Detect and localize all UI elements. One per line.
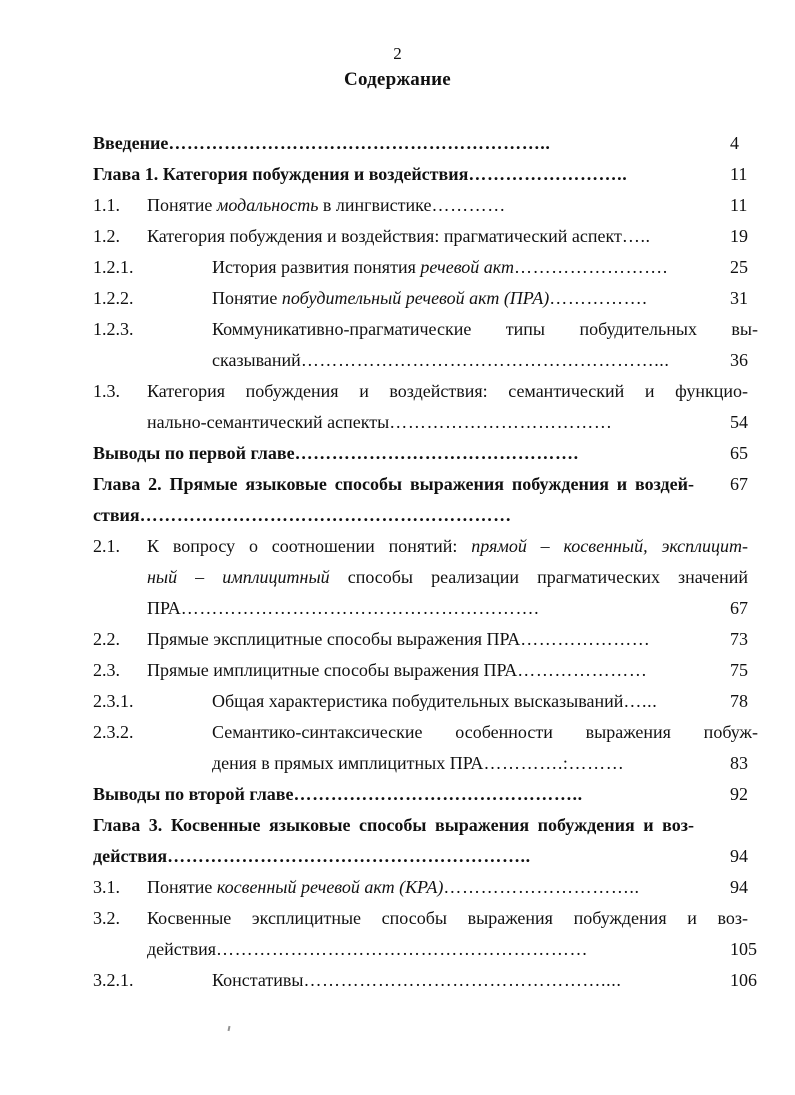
toc-entry-text bbox=[147, 655, 748, 686]
toc-entry-text bbox=[93, 779, 748, 810]
toc-dot-leader: ……………………………… bbox=[389, 412, 613, 432]
toc-page-number: 36 bbox=[730, 350, 748, 370]
toc-dot-leader: …………………………………………………… bbox=[139, 505, 512, 525]
toc-entry[interactable] bbox=[93, 283, 748, 314]
toc-entry[interactable] bbox=[93, 221, 748, 252]
toc-entry-text bbox=[147, 221, 748, 252]
toc-entry-line bbox=[93, 624, 748, 655]
toc-entry-line bbox=[93, 500, 748, 531]
toc-page-number: 92 bbox=[730, 784, 748, 804]
toc-text-plain: К вопросу о соотношении понятий: bbox=[147, 536, 472, 556]
toc-text-plain: ствия bbox=[93, 505, 140, 525]
toc-entry-line bbox=[93, 748, 748, 779]
toc-page-number: 25 bbox=[730, 257, 748, 277]
toc-entry-text bbox=[147, 407, 748, 438]
toc-page-number: 67 bbox=[730, 474, 748, 494]
toc-dot-leader: ………… bbox=[431, 195, 506, 215]
toc-text-plain: дения в прямых имплицитных ПРА bbox=[212, 753, 484, 773]
toc-entry-line bbox=[93, 965, 757, 996]
toc-entry-text bbox=[93, 159, 748, 190]
toc-entry-line bbox=[93, 779, 748, 810]
toc-entry-text bbox=[147, 903, 748, 934]
toc-entry-line bbox=[93, 531, 748, 562]
toc-entry[interactable] bbox=[93, 872, 748, 903]
toc-dot-leader: ….. bbox=[621, 226, 651, 246]
toc-text-plain: сказываний bbox=[212, 350, 301, 370]
toc-entry-text bbox=[147, 562, 748, 593]
toc-entry-text bbox=[147, 593, 748, 624]
toc-entry-number: 2.3.1. bbox=[93, 691, 134, 711]
toc-entry[interactable] bbox=[93, 717, 758, 779]
toc-page-number: 73 bbox=[730, 629, 748, 649]
toc-entry-text bbox=[212, 314, 758, 345]
toc-page-number: 54 bbox=[730, 412, 748, 432]
toc-dot-leader: ………………………………………. bbox=[294, 443, 579, 463]
toc-page-number: 94 bbox=[730, 846, 748, 866]
toc-page-number: 19 bbox=[730, 226, 748, 246]
toc-entry-line bbox=[93, 345, 748, 376]
toc-text-plain: действия bbox=[93, 846, 168, 866]
toc-text-plain: Констативы bbox=[212, 970, 304, 990]
toc-text-plain: Прямые имплицитные способы выражения ПРА bbox=[147, 660, 518, 680]
toc-entry-text bbox=[93, 469, 694, 500]
toc-entry[interactable] bbox=[93, 903, 757, 965]
toc-entry-text bbox=[93, 128, 748, 159]
toc-dot-leader: ……………. bbox=[549, 288, 648, 308]
toc-page-number: 11 bbox=[730, 195, 748, 215]
toc-text-plain: Семантико-синтаксические особенности выражения побуж- bbox=[212, 722, 758, 742]
toc-text-plain: Категория побуждения и воздействия: прагматический аспект bbox=[147, 226, 622, 246]
toc-entry[interactable] bbox=[93, 655, 748, 686]
toc-entry-line bbox=[93, 283, 748, 314]
toc-entry[interactable] bbox=[93, 190, 748, 221]
toc-entry-number: 1.2.3. bbox=[93, 319, 134, 339]
toc-entry-text bbox=[212, 748, 758, 779]
toc-entry[interactable] bbox=[93, 314, 758, 376]
toc-text-plain: Выводы по первой главе bbox=[93, 443, 295, 463]
toc-text-term-italic: прямой – косвенный, эксплицит- bbox=[471, 536, 748, 556]
toc-dot-leader: ………………… bbox=[520, 629, 651, 649]
toc-text-plain: Прямые эксплицитные способы выражения ПРА bbox=[147, 629, 521, 649]
toc-dot-leader: ………………………………………………….. bbox=[167, 846, 531, 866]
toc-page-number: 67 bbox=[730, 598, 748, 618]
toc-text-plain: Понятие bbox=[212, 288, 282, 308]
toc-text-plain: нально-семантический аспекты bbox=[147, 412, 390, 432]
toc-text-plain: способы реализации прагматических значений bbox=[329, 567, 748, 587]
toc-dot-leader: …... bbox=[623, 691, 658, 711]
toc-dot-leader: ……………………………………….. bbox=[293, 784, 583, 804]
page-folio-number: 2 bbox=[393, 44, 402, 63]
toc-entry-line bbox=[93, 159, 748, 190]
toc-entry[interactable] bbox=[93, 531, 748, 624]
toc-entry-text bbox=[147, 190, 748, 221]
toc-entry[interactable] bbox=[93, 779, 748, 810]
toc-text-plain: Введение bbox=[93, 133, 169, 153]
toc-entry-text bbox=[212, 345, 758, 376]
toc-entry-line bbox=[93, 469, 748, 500]
toc-page-number: 105 bbox=[730, 939, 757, 959]
toc-entry[interactable] bbox=[93, 965, 757, 996]
toc-text-plain: действия bbox=[147, 939, 217, 959]
toc-dot-leader: …………………………………………………….. bbox=[168, 133, 551, 153]
toc-text-plain: Коммуникативно-прагматические типы побудительных вы- bbox=[212, 319, 758, 339]
toc-entry-number: 2.3.2. bbox=[93, 722, 134, 742]
toc-entry-number: 3.1. bbox=[93, 877, 120, 897]
toc-page-number: 78 bbox=[730, 691, 748, 711]
toc-dot-leader: ………………………………………….... bbox=[303, 970, 622, 990]
toc-page-number: 31 bbox=[730, 288, 748, 308]
toc-page-number: 4 bbox=[730, 133, 739, 153]
toc-text-plain: Категория побуждения и воздействия: семантический и функцио- bbox=[147, 381, 748, 401]
toc-entry-text bbox=[147, 872, 748, 903]
toc-entry[interactable] bbox=[93, 252, 748, 283]
toc-dot-leader: …………………………………………………... bbox=[300, 350, 670, 370]
toc-entry-line bbox=[93, 376, 748, 407]
toc-entry-line bbox=[93, 872, 748, 903]
toc-page-number: 94 bbox=[730, 877, 748, 897]
toc-entry-line bbox=[93, 903, 748, 934]
toc-text-plain: в лингвистике bbox=[318, 195, 432, 215]
toc-text-term-italic: речевой акт bbox=[420, 257, 514, 277]
toc-entry-number: 1.3. bbox=[93, 381, 120, 401]
toc-text-term-italic: побудительный речевой акт (ПРА) bbox=[281, 288, 550, 308]
toc-entry-line bbox=[93, 221, 748, 252]
toc-entry-line bbox=[93, 841, 748, 872]
toc-dot-leader: …………………………………………………. bbox=[180, 598, 540, 618]
toc-entry[interactable] bbox=[93, 469, 748, 531]
page-title: Содержание bbox=[344, 69, 451, 90]
toc-entry[interactable] bbox=[93, 438, 748, 469]
toc-entry-number: 2.1. bbox=[93, 536, 120, 556]
toc-text-plain: Глава 2. Прямые языковые способы выражения побуждения и воздей- bbox=[93, 474, 694, 494]
toc-page-number: 11 bbox=[730, 164, 748, 184]
toc-entry-text bbox=[93, 500, 694, 531]
toc-entry-number: 3.2. bbox=[93, 908, 120, 928]
toc-entry-line bbox=[93, 438, 748, 469]
toc-text-plain: Выводы по второй главе bbox=[93, 784, 294, 804]
toc-entry-line bbox=[93, 190, 748, 221]
toc-entry-text bbox=[93, 841, 694, 872]
toc-text-plain: Глава 1. Категория побуждения и воздействия bbox=[93, 164, 469, 184]
toc-dot-leader: ……………………. bbox=[513, 257, 668, 277]
toc-entry-text bbox=[147, 531, 748, 562]
toc-entry-line bbox=[93, 655, 748, 686]
toc-entry-text bbox=[93, 438, 748, 469]
toc-dot-leader: ………………………….. bbox=[443, 877, 640, 897]
toc-entry-line bbox=[93, 934, 757, 965]
toc-page-number: 75 bbox=[730, 660, 748, 680]
toc-text-term-italic: ный – имплицитный bbox=[147, 567, 330, 587]
toc-entry[interactable] bbox=[93, 159, 748, 190]
toc-entry-text bbox=[212, 686, 748, 717]
toc-dot-leader: ………………… bbox=[517, 660, 648, 680]
toc-text-plain: Понятие bbox=[147, 877, 217, 897]
toc-text-plain: ПРА bbox=[147, 598, 181, 618]
toc-entry-number: 1.2.2. bbox=[93, 288, 134, 308]
toc-entry-number: 3.2.1. bbox=[93, 970, 134, 990]
toc-page-number: 83 bbox=[730, 753, 748, 773]
toc-entry[interactable] bbox=[93, 810, 748, 872]
toc-text-plain: Понятие bbox=[147, 195, 217, 215]
toc-entry-line bbox=[93, 252, 748, 283]
toc-entry-number: 2.3. bbox=[93, 660, 120, 680]
toc-text-plain: История развития понятия bbox=[212, 257, 421, 277]
toc-entry-text bbox=[212, 252, 748, 283]
toc-dot-leader: …………………….. bbox=[468, 164, 628, 184]
toc-entry-number: 1.2. bbox=[93, 226, 120, 246]
toc-dot-leader: …………………………………………………… bbox=[216, 939, 589, 959]
toc-entry-line bbox=[93, 686, 748, 717]
toc-text-plain: Глава 3. Косвенные языковые способы выражения побуждения и воз- bbox=[93, 815, 694, 835]
toc-text-term-italic: косвенный речевой акт (КРА) bbox=[216, 877, 444, 897]
toc-entry-line bbox=[93, 810, 748, 841]
toc-entry[interactable] bbox=[93, 686, 748, 717]
scan-artifact-speck bbox=[228, 1026, 231, 1031]
toc-page-number: 106 bbox=[730, 970, 757, 990]
toc-entry-text bbox=[212, 283, 748, 314]
toc-entry[interactable] bbox=[93, 128, 748, 159]
toc-text-term-italic: модальность bbox=[216, 195, 319, 215]
toc-text-plain: Общая характеристика побудительных высказываний bbox=[212, 691, 624, 711]
toc-dot-leader: ………….:……… bbox=[483, 753, 625, 773]
toc-entry-number: 1.1. bbox=[93, 195, 120, 215]
toc-entry-text bbox=[212, 965, 748, 996]
toc-text-plain: Косвенные эксплицитные способы выражения побуждения и воз- bbox=[147, 908, 748, 928]
toc-entry-line bbox=[93, 128, 748, 159]
toc-entry-line bbox=[93, 314, 758, 345]
toc-entry-text bbox=[212, 717, 758, 748]
toc-entry-number: 2.2. bbox=[93, 629, 120, 649]
toc-entry[interactable] bbox=[93, 624, 748, 655]
table-of-contents bbox=[93, 128, 758, 996]
toc-entry-text bbox=[147, 934, 748, 965]
toc-entry[interactable] bbox=[93, 376, 748, 438]
toc-entry-text bbox=[147, 376, 748, 407]
toc-entry-text bbox=[147, 624, 748, 655]
toc-entry-line bbox=[93, 407, 748, 438]
toc-entry-line bbox=[93, 717, 758, 748]
toc-page-number: 65 bbox=[730, 443, 748, 463]
toc-entry-text bbox=[93, 810, 694, 841]
toc-entry-line bbox=[93, 562, 748, 593]
toc-entry-number: 1.2.1. bbox=[93, 257, 134, 277]
toc-entry-line bbox=[93, 593, 748, 624]
